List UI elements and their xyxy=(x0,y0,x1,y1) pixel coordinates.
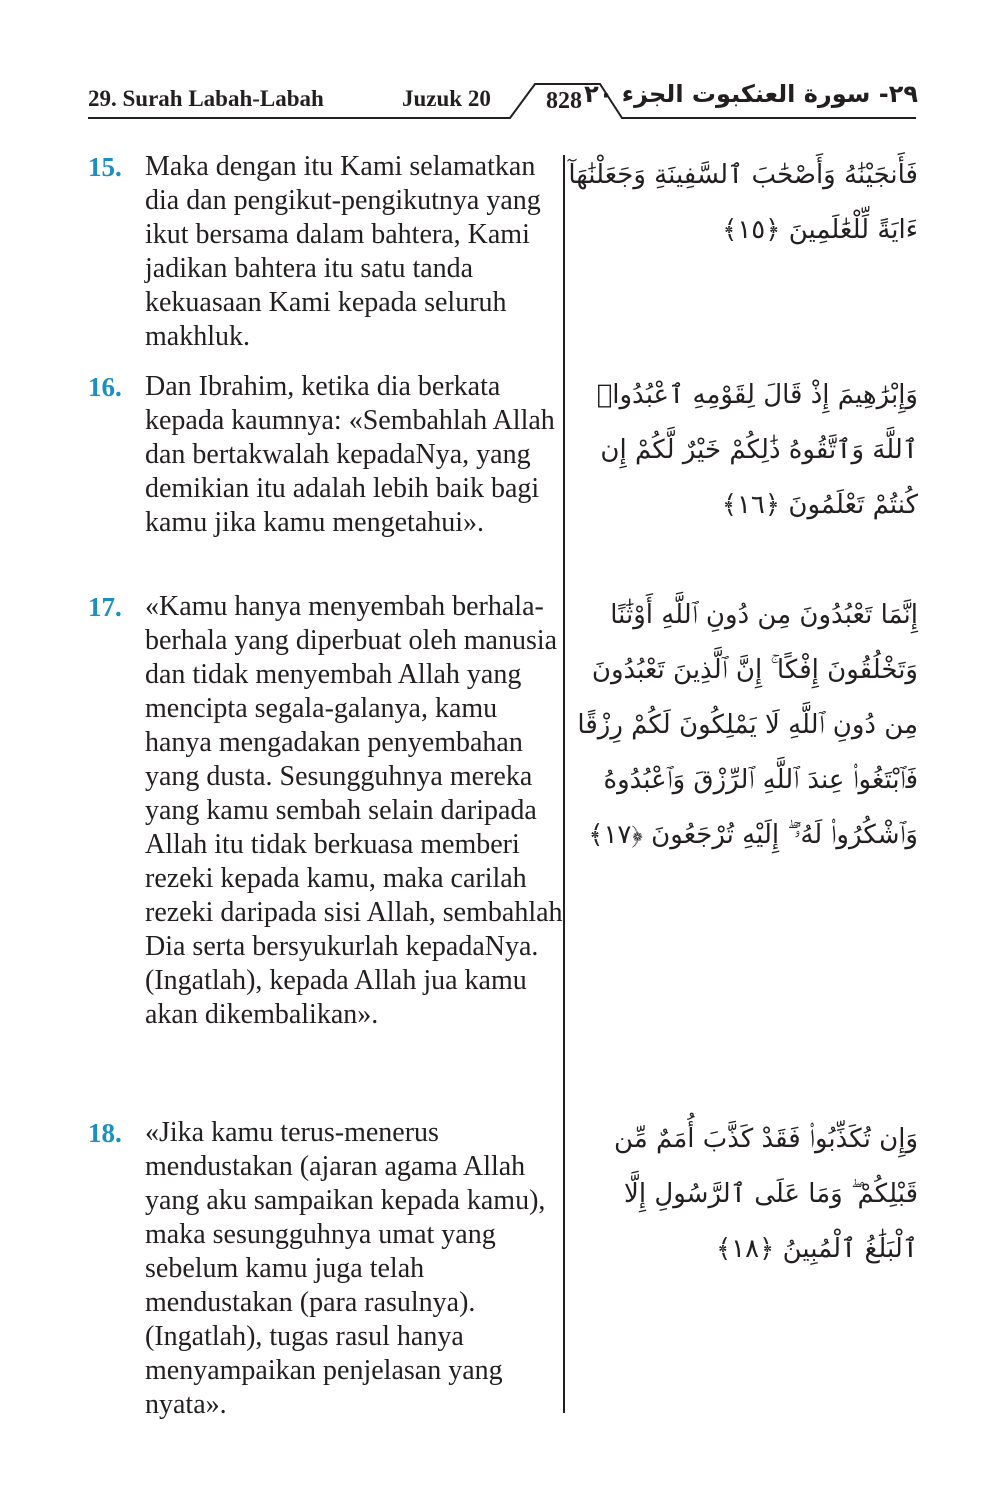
verse-number: 17. xyxy=(88,592,122,622)
verse-translation: Maka dengan itu Kami selamatkan dia dan pengikut-pengikutnya yang ikut bersama dalam bahtera, Kami jadikan bahtera itu satu tanda kekuasaan Kami kepada seluruh makhluk. xyxy=(145,151,541,352)
arabic-verse-16: وَإِبْرَٰهِيمَ إِذْ قَالَ لِقَوْمِهِ ٱعْبُدُوا۟ ٱللَّهَ وَٱتَّقُوهُ ذَٰلِكُمْ خَيْرٌ لَّكُمْ إِن كُنتُمْ تَعْلَمُونَ ﴿١٦﴾ xyxy=(596,380,918,520)
juz-label: Juzuk 20 xyxy=(402,86,491,111)
arabic-header: ٢٩- سورة العنكبوت الجزء ٢٠ xyxy=(584,80,918,108)
verse-translation: Dan Ibrahim, ketika dia berkata kepada kaumnya: «Sembahlah Allah dan bertakwalah kepadaNya, yang demikian itu adalah lebih baik bagi kamu jika kamu mengetahui». xyxy=(145,371,555,538)
arabic-verse-17: إِنَّمَا تَعْبُدُونَ مِن دُونِ ٱللَّهِ أَوْثَٰنًا وَتَخْلُقُونَ إِفْكًا ۚ إِنَّ ٱلَّذِينَ تَعْبُدُونَ مِن دُونِ ٱللَّهِ لَا يَمْلِكُونَ لَكُمْ رِزْقًا فَٱبْتَغُوا۟ عِندَ ٱللَّهِ ٱلرِّزْقَ وَٱعْبُدُوهُ وَٱشْكُرُوا۟ لَهُۥٓ ۖ إِلَيْهِ تُرْجَعُونَ ﴿١٧﴾ xyxy=(577,600,918,850)
verse-number: 18. xyxy=(88,1118,122,1148)
verse-number: 16. xyxy=(88,372,122,402)
surah-title: 29. Surah Labah-Labah xyxy=(88,86,324,111)
page-header xyxy=(0,0,1000,130)
verse-translation: «Jika kamu terus-menerus mendustakan (ajaran agama Allah yang aku sampaikan kepada kamu), maka sesungguhnya umat yang sebelum kamu juga telah mendustakan (para rasulnya). (Ingatlah), tugas rasul hanya menyampaikan penjelasan yang nyata». xyxy=(145,1117,546,1420)
page-number: 828 xyxy=(546,88,582,114)
arabic-verse-18: وَإِن تُكَذِّبُوا۟ فَقَدْ كَذَّبَ أُمَمٌ مِّن قَبْلِكُمْ ۖ وَمَا عَلَى ٱلرَّسُولِ إِلَّا ٱلْبَلَٰغُ ٱلْمُبِينُ ﴿١٨﴾ xyxy=(614,1124,918,1264)
verse-number: 15. xyxy=(88,152,122,182)
arabic-verse-15: فَأَنجَيْنَٰهُ وَأَصْحَٰبَ ٱلسَّفِينَةِ وَجَعَلْنَٰهَآ ءَايَةً لِّلْعَٰلَمِينَ ﴿١٥﴾ xyxy=(568,160,918,245)
verse-translation: «Kamu hanya menyembah berhala-berhala yang diperbuat oleh manusia dan tidak menyembah Allah yang mencipta segala-galanya, kamu hanya mengadakan penyembahan yang dusta. Sesungguhnya mereka yang kamu sembah selain daripada Allah itu tidak berkuasa memberi rezeki kepada kamu, maka carilah rezeki daripada sisi Allah, sembahlah Dia serta bersyukurlah kepadaNya. (Ingatlah), kepada Allah jua kamu akan dikembalikan». xyxy=(145,591,563,1030)
